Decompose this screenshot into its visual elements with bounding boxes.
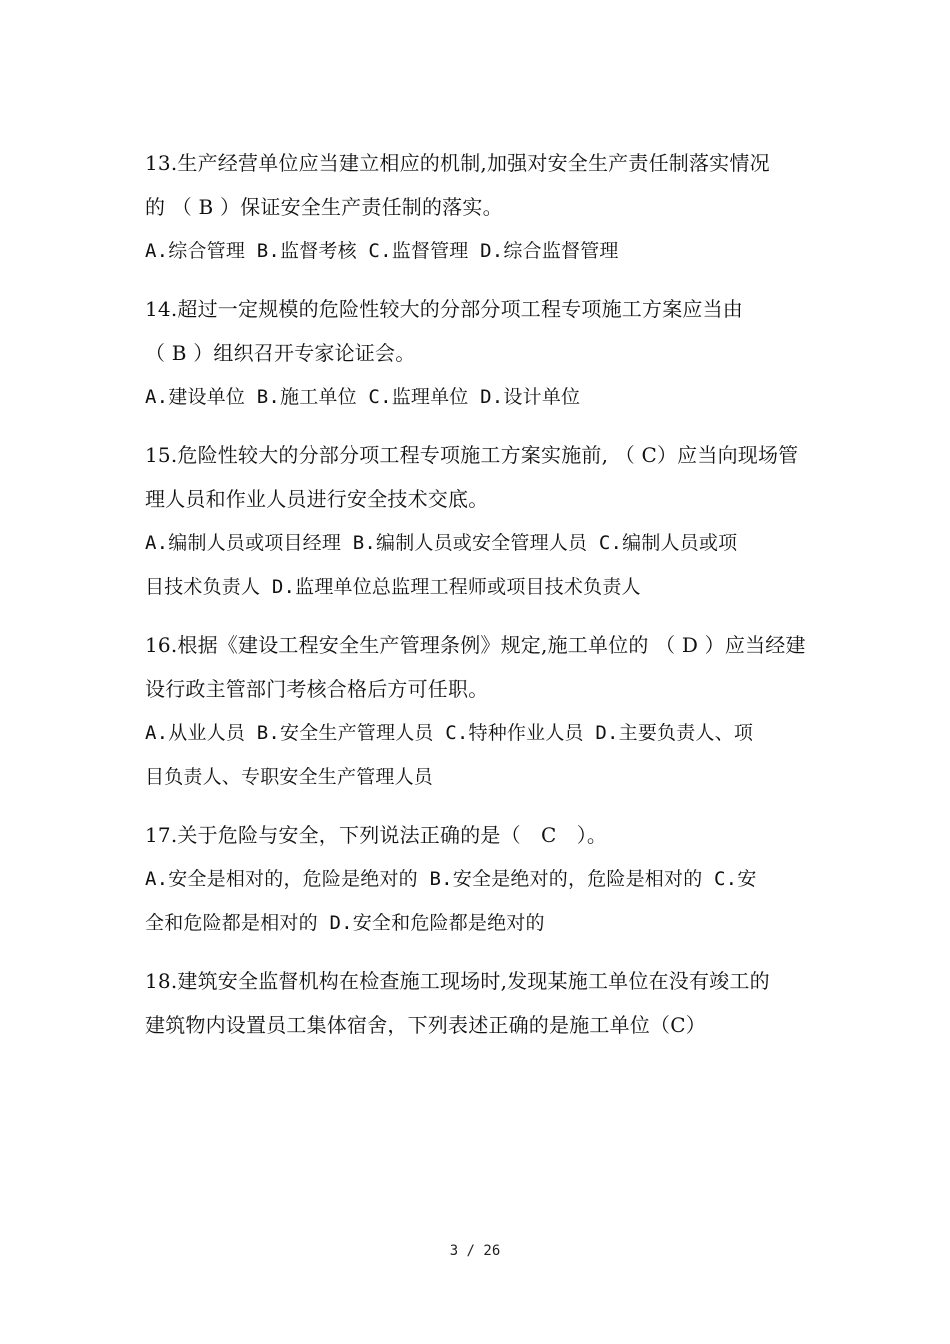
question-16 [145, 628, 813, 794]
question-options-line: A.建设单位 B.施工单位 C.监理单位 D.设计单位 [145, 386, 581, 408]
question-options-line: 目负责人、专职安全生产管理人员 [145, 766, 434, 788]
question-options-line: A.编制人员或项目经理 B.编制人员或安全管理人员 C.编制人员或项 [145, 532, 738, 554]
question-18 [145, 964, 813, 1042]
question-options-line: 目技术负责人 D.监理单位总监理工程师或项目技术负责人 [145, 576, 641, 598]
question-stem-line: 设行政主管部门考核合格后方可任职。 [145, 677, 489, 701]
question-stem-line: （ B ）组织召开专家论证会。 [145, 341, 416, 365]
question-stem-line: 的 （ B ）保证安全生产责任制的落实。 [145, 195, 503, 219]
question-stem-line: 16.根据《建设工程安全生产管理条例》规定,施工单位的 （ D ）应当经建 [145, 633, 806, 657]
question-17 [145, 818, 813, 940]
page-number: 3 / 26 [449, 1243, 501, 1259]
question-stem-line: 18.建筑安全监督机构在检查施工现场时,发现某施工单位在没有竣工的 [145, 969, 770, 993]
question-stem-line: 14.超过一定规模的危险性较大的分部分项工程专项施工方案应当由 [145, 297, 744, 321]
question-options-line: 全和危险都是相对的 D.安全和危险都是绝对的 [145, 912, 545, 934]
question-stem-line: 15.危险性较大的分部分项工程专项施工方案实施前, （ C）应当向现场管 [145, 443, 799, 467]
question-options-line: A.从业人员 B.安全生产管理人员 C.特种作业人员 D.主要负责人、项 [145, 722, 754, 744]
question-options-line: A.综合管理 B.监督考核 C.监督管理 D.综合监督管理 [145, 240, 619, 262]
question-options-line: A.安全是相对的，危险是绝对的 B.安全是绝对的，危险是相对的 C.安 [145, 868, 757, 890]
question-stem-line: 17.关于危险与安全，下列说法正确的是（ C ）。 [145, 823, 608, 847]
question-list [145, 146, 813, 1066]
question-14 [145, 292, 813, 414]
question-stem-line: 建筑物内设置员工集体宿舍，下列表述正确的是施工单位（C） [145, 1013, 706, 1037]
question-13 [145, 146, 813, 268]
question-stem-line: 理人员和作业人员进行安全技术交底。 [145, 487, 489, 511]
question-15 [145, 438, 813, 604]
question-stem-line: 13.生产经营单位应当建立相应的机制,加强对安全生产责任制落实情况 [145, 151, 770, 175]
